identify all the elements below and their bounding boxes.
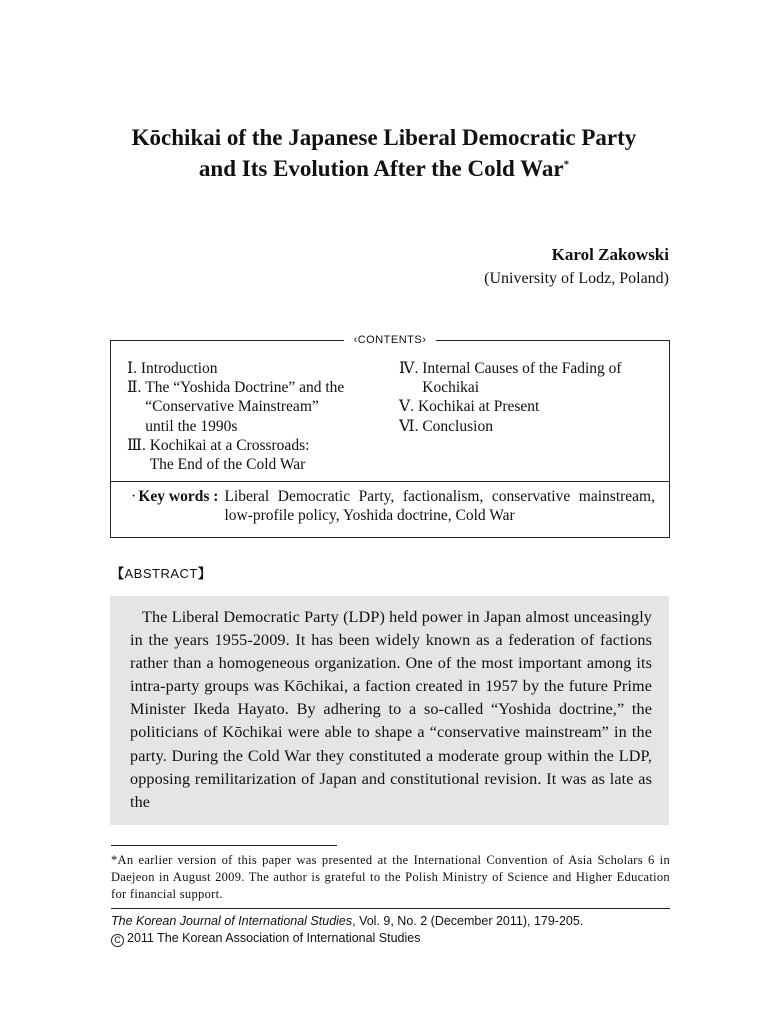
contents-left-column [127, 359, 397, 474]
toc-item-text: Kochikai at a Crossroads: The End of the Cold War [149, 436, 310, 474]
title-line-2 [80, 153, 688, 184]
toc-item-number: Ⅴ. [399, 398, 418, 416]
copyright-line [111, 930, 421, 947]
toc-item [399, 359, 667, 397]
abstract-close-bracket: 】 [197, 567, 212, 582]
contents-right-column [399, 359, 667, 436]
toc-item-number: Ⅱ. [127, 379, 146, 397]
title-line-1: Kōchikai of the Japanese Liberal Democratic Party [131, 125, 637, 150]
paper-title [80, 122, 688, 184]
abstract-open-bracket: 【 [111, 567, 125, 582]
journal-rule [111, 908, 670, 909]
contents-label: ‹CONTENTS› [353, 334, 427, 346]
title-line-2-text: and Its Evolution After the Cold War [198, 156, 564, 181]
toc-item [399, 397, 667, 416]
abstract-heading-text: ABSTRACT [124, 566, 198, 581]
toc-item-text: Internal Causes of the Fading of Kochikai [422, 360, 622, 397]
title-footnote-mark: * [563, 158, 570, 171]
toc-item [127, 436, 397, 474]
toc-item-number: Ⅳ. [399, 360, 423, 377]
abstract-box [110, 596, 669, 825]
copyright-icon: C [111, 934, 124, 947]
copyright-text: 2011 The Korean Association of International Studies [127, 931, 421, 945]
contents-divider [111, 481, 669, 482]
toc-item-number: Ⅰ. [127, 360, 141, 377]
keywords-text: Liberal Democratic Party, factionalism, conservative mainstream, low-profile policy, Yoshida doctrine, Cold War [224, 488, 655, 524]
toc-item-text: Kochikai at Present [417, 398, 540, 416]
toc-item-number: Ⅵ. [399, 417, 423, 435]
toc-item [399, 417, 667, 436]
toc-item [127, 378, 397, 436]
toc-item-number: Ⅲ. [127, 436, 150, 454]
toc-item-text: Introduction [140, 360, 218, 377]
keywords-label: Key words : [138, 488, 219, 505]
journal-name: The Korean Journal of International Studies [111, 914, 353, 928]
abstract-text: The Liberal Democratic Party (LDP) held power in Japan almost unceasingly in the years 1955-2009. It has been widely known as a federation of factions rather than a homogeneous organization. One of the most important among its intra-party groups was Kōchikai, a faction created in 1957 by the future Prime Minister Ikeda Hayato. By adhering to a so-called “Yoshida doctrine,” the politicians of Kōchikai were able to shape a “conservative mainstream” in the party. During the Cold War they constituted a moderate group within the LDP, opposing remilitarization of Japan and constitutional revision. It was as late as the [130, 608, 652, 811]
author-affiliation: (University of Lodz, Poland) [484, 270, 669, 287]
author-name: Karol Zakowski [551, 245, 669, 264]
keywords-row [131, 487, 655, 525]
toc-item-text: The “Yoshida Doctrine” and the “Conservative Mainstream” until the 1990s [145, 379, 345, 435]
journal-citation [111, 913, 583, 930]
abstract-heading [111, 563, 211, 582]
footnote-rule [111, 845, 337, 846]
keywords-bullet: · [131, 488, 137, 505]
footnote-text: *An earlier version of this paper was presented at the International Convention of Asia Scholars 6 in Daejeon in August 2009. The author is grateful to the Polish Ministry of Science and Higher Education for financial support. [111, 853, 670, 901]
toc-item [127, 359, 397, 378]
contents-box [110, 341, 670, 538]
toc-item-text: Conclusion [422, 417, 493, 435]
journal-details: , Vol. 9, No. 2 (December 2011), 179-205. [352, 914, 584, 928]
